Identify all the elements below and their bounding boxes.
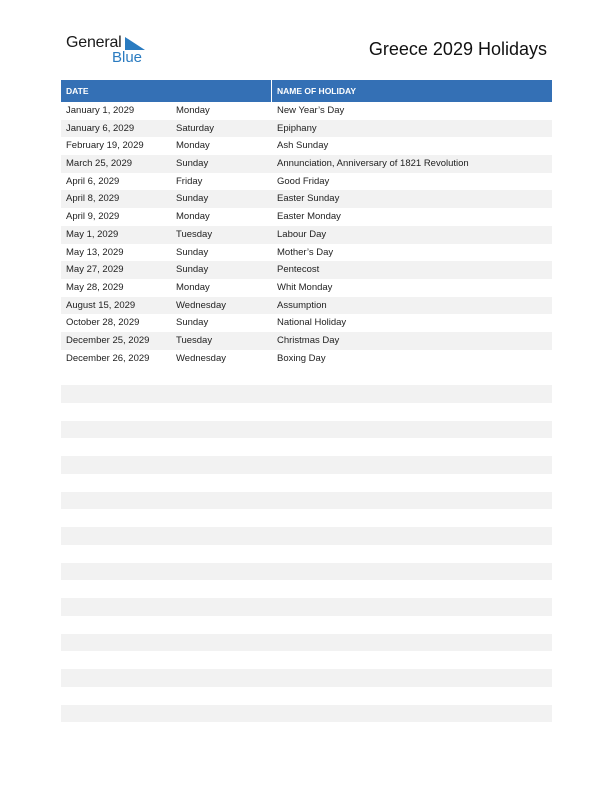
date-cell: May 28, 2029 — [66, 281, 124, 293]
holiday-name-cell: Epiphany — [277, 122, 317, 134]
date-cell: May 13, 2029 — [66, 246, 124, 258]
table-row — [61, 244, 552, 262]
weekday-cell: Tuesday — [176, 334, 213, 346]
holiday-table — [61, 80, 552, 367]
table-row — [61, 190, 552, 208]
weekday-cell: Sunday — [176, 246, 209, 258]
holiday-name-cell: New Year’s Day — [277, 105, 345, 116]
blank-row — [61, 669, 552, 687]
table-row — [61, 137, 552, 155]
holiday-name-cell: Easter Monday — [277, 211, 341, 223]
blank-row — [61, 385, 552, 403]
holiday-name-cell: Assumption — [277, 299, 327, 311]
header-divider — [271, 80, 272, 102]
table-row — [61, 332, 552, 350]
date-cell: December 25, 2029 — [66, 334, 150, 346]
blank-row — [61, 456, 552, 474]
blank-row — [61, 527, 552, 545]
date-cell: May 1, 2029 — [66, 228, 119, 240]
date-cell: April 8, 2029 — [66, 193, 120, 205]
date-cell: December 26, 2029 — [66, 352, 150, 364]
holiday-name-cell: Pentecost — [277, 264, 320, 276]
holiday-name-cell: Boxing Day — [277, 352, 326, 364]
date-cell: February 19, 2029 — [66, 140, 144, 152]
weekday-cell: Sunday — [176, 193, 209, 205]
table-row — [61, 350, 552, 368]
generalblue-logo — [66, 34, 156, 68]
holiday-name-cell: Ash Sunday — [277, 140, 329, 152]
table-row — [61, 297, 552, 315]
table-row — [61, 261, 552, 279]
table-header — [61, 80, 552, 102]
holiday-name-cell: Mother’s Day — [277, 246, 334, 258]
table-row — [61, 226, 552, 244]
weekday-cell: Monday — [176, 281, 210, 293]
weekday-cell: Wednesday — [176, 299, 226, 311]
date-cell: April 9, 2029 — [66, 211, 120, 223]
date-cell: January 1, 2029 — [66, 105, 135, 116]
weekday-cell: Sunday — [176, 264, 209, 276]
holiday-name-cell: Labour Day — [277, 228, 327, 240]
blank-row — [61, 492, 552, 510]
weekday-cell: Sunday — [176, 317, 209, 329]
header-date: DATE — [66, 86, 89, 96]
table-row — [61, 120, 552, 138]
date-cell: January 6, 2029 — [66, 122, 135, 134]
blank-row — [61, 598, 552, 616]
table-body — [61, 102, 552, 367]
date-cell: October 28, 2029 — [66, 317, 140, 329]
holiday-name-cell: Christmas Day — [277, 334, 340, 346]
table-row — [61, 173, 552, 191]
table-row — [61, 155, 552, 173]
table-row — [61, 314, 552, 332]
header-holiday-name: NAME OF HOLIDAY — [277, 86, 357, 96]
blank-row — [61, 421, 552, 439]
blank-row — [61, 705, 552, 723]
weekday-cell: Friday — [176, 175, 203, 187]
date-cell: April 6, 2029 — [66, 175, 120, 187]
holiday-name-cell: Good Friday — [277, 175, 330, 187]
date-cell: May 27, 2029 — [66, 264, 124, 276]
weekday-cell: Monday — [176, 140, 210, 152]
table-row — [61, 279, 552, 297]
weekday-cell: Tuesday — [176, 228, 213, 240]
holiday-name-cell: Easter Sunday — [277, 193, 340, 205]
holiday-name-cell: Whit Monday — [277, 281, 333, 293]
weekday-cell: Sunday — [176, 158, 209, 170]
blank-row — [61, 634, 552, 652]
table-row — [61, 102, 552, 120]
page-title: Greece 2029 Holidays — [368, 39, 547, 59]
weekday-cell: Saturday — [176, 122, 215, 134]
holiday-name-cell: Annunciation, Anniversary of 1821 Revolution — [277, 158, 469, 170]
logo-text-blue: Blue — [112, 49, 143, 66]
weekday-cell: Wednesday — [176, 352, 226, 364]
date-cell: March 25, 2029 — [66, 158, 133, 170]
blank-row — [61, 563, 552, 581]
date-cell: August 15, 2029 — [66, 299, 136, 311]
weekday-cell: Monday — [176, 211, 210, 223]
table-row — [61, 208, 552, 226]
logo-text-general: General — [66, 34, 122, 51]
weekday-cell: Monday — [176, 105, 210, 116]
holiday-name-cell: National Holiday — [277, 317, 347, 329]
